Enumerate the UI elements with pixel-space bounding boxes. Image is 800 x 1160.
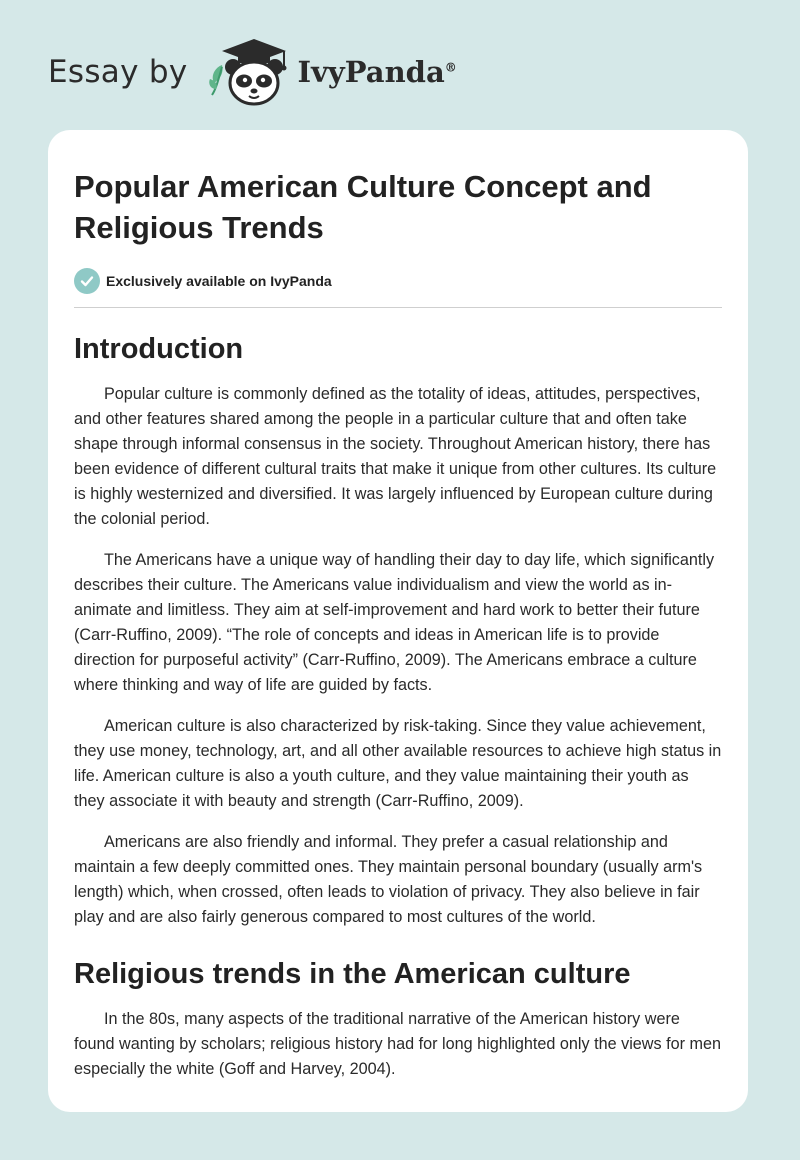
essay-title: Popular American Culture Concept and Religious Trends [74, 169, 652, 245]
paragraph: Popular culture is commonly defined as the totality of ideas, attitudes, perspectives, and other features shared among the people in a particular culture that and often take shape through informal consensus in the society. Throughout American history, there has been evidence of different cultural traits that make it unique from other cultures. Its culture is highly westernized and diversified. It was largely influenced by European culture during the colonial period. [74, 385, 717, 528]
paragraph: Americans are also friendly and informal. They prefer a casual relationship and maintain a few deeply committed ones. They maintain personal boundary (usually arm's length) which, when crossed, often leads to violation of privacy. They also believe in fair play and are also fairly generous compared to most cultures of the world. [74, 833, 703, 926]
section-heading-introduction: Introduction [74, 333, 244, 365]
essay-card [48, 130, 748, 1112]
brand-name[interactable]: IvyPanda® [297, 55, 457, 89]
section-heading-religious-trends: Religious trends in the American culture [74, 958, 631, 990]
paragraph: In the 80s, many aspects of the traditional narrative of the American history were found wanting by scholars; religious history had for long highlighted only the views for men especially the white (Goff and Harvey, 2004). [74, 1010, 721, 1078]
registered-mark: ® [444, 60, 457, 75]
exclusive-badge [74, 268, 722, 294]
site-header [48, 36, 457, 108]
exclusive-badge-text: Exclusively available on IvyPanda [106, 273, 332, 289]
paragraph: American culture is also characterized by risk-taking. Since they value achievement, they use money, technology, art, and all other available resources to achieve high status in life. American culture is also a youth culture, and they value maintaining their youth as they associate it with beauty and strength (Carr-Ruffino, 2009). [74, 717, 722, 810]
essay-by-label: Essay by [48, 54, 188, 90]
panda-graduation-cap-logo-icon[interactable] [206, 37, 292, 107]
paragraph: The Americans have a unique way of handling their day to day life, which significantly describes their culture. The Americans value individualism and view the world as in-animate and limitless. They aim at self-improvement and hard work to better their future (Carr-Ruffino, 2009). “The role of concepts and ideas in American life is to provide direction for purposeful activity” (Carr-Ruffino, 2009). The Americans embrace a culture where thinking and way of life are guided by facts. [74, 551, 715, 694]
checkmark-circle-icon [74, 268, 100, 294]
divider [74, 307, 722, 308]
